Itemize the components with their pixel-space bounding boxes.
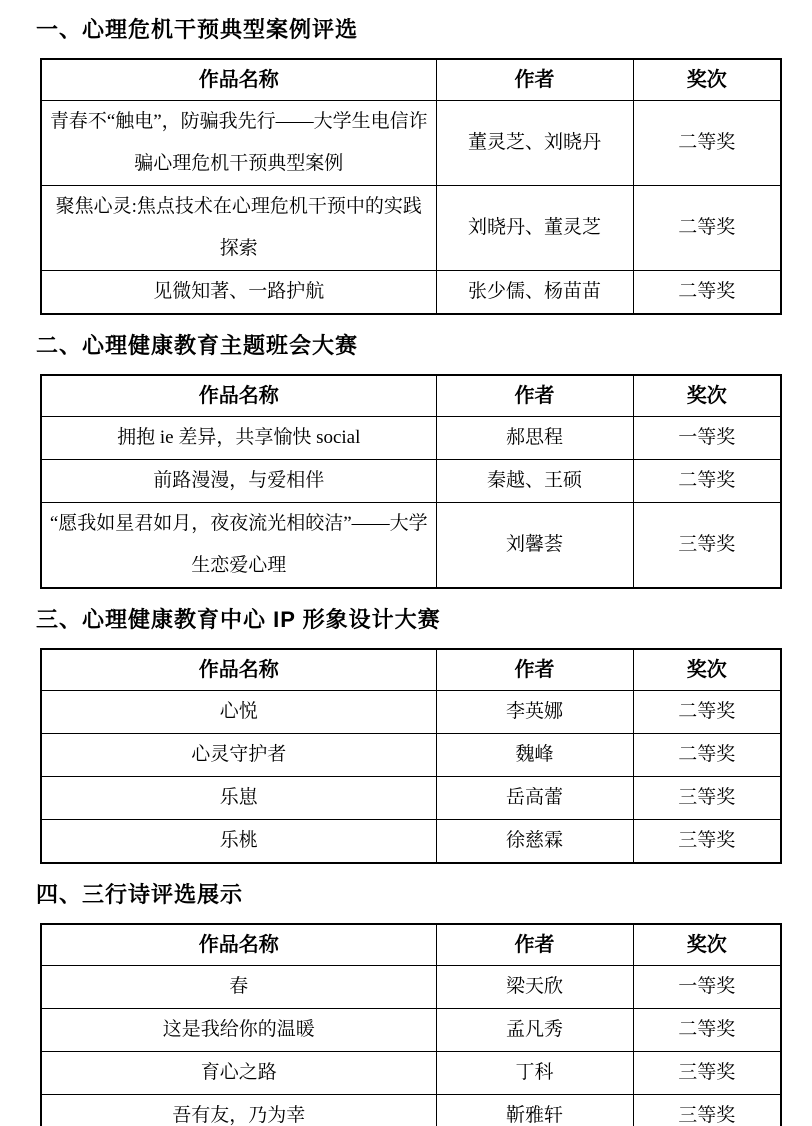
work-award: 二等奖: [633, 186, 781, 271]
table-row: [41, 820, 781, 864]
work-award: 二等奖: [633, 271, 781, 315]
column-header-author: 作者: [436, 375, 633, 417]
table-header-row: [41, 649, 781, 691]
work-title: 前路漫漫，与爱相伴: [41, 460, 436, 503]
work-author: 岳高蕾: [436, 777, 633, 820]
work-award: 二等奖: [633, 460, 781, 503]
work-author: 孟凡秀: [436, 1009, 633, 1052]
work-award: 二等奖: [633, 101, 781, 186]
work-title: 心悦: [41, 691, 436, 734]
work-award: 二等奖: [633, 1009, 781, 1052]
work-author: 刘馨荟: [436, 503, 633, 589]
work-author: 徐慈霖: [436, 820, 633, 864]
column-header-award: 奖次: [633, 649, 781, 691]
table-row: [41, 460, 781, 503]
table-row: [41, 271, 781, 315]
column-header-award: 奖次: [633, 375, 781, 417]
table-header-row: [41, 375, 781, 417]
work-title: 这是我给你的温暖: [41, 1009, 436, 1052]
table-row: [41, 101, 781, 186]
table-row: [41, 503, 781, 589]
work-title: 乐崽: [41, 777, 436, 820]
table-row: [41, 966, 781, 1009]
work-title: 拥抱 ie 差异，共享愉快 social: [41, 417, 436, 460]
work-award: 三等奖: [633, 503, 781, 589]
work-award: 二等奖: [633, 734, 781, 777]
awards-table-3: [40, 648, 782, 864]
work-title: 育心之路: [41, 1052, 436, 1095]
section-heading-4: 四、三行诗评选展示: [36, 882, 244, 907]
awards-table-2: [40, 374, 782, 589]
work-author: 魏峰: [436, 734, 633, 777]
section-heading-2: 二、心理健康教育主题班会大赛: [36, 333, 359, 358]
work-title: 见微知著、一路护航: [41, 271, 436, 315]
section-heading-1: 一、心理危机干预典型案例评选: [36, 17, 359, 42]
table-row: [41, 1009, 781, 1052]
column-header-title: 作品名称: [41, 924, 436, 966]
work-title: 吾有友，乃为幸: [41, 1095, 436, 1126]
work-award: 三等奖: [633, 777, 781, 820]
work-title: 聚焦心灵:焦点技术在心理危机干预中的实践探索: [41, 186, 436, 271]
work-author: 郝思程: [436, 417, 633, 460]
work-award: 一等奖: [633, 966, 781, 1009]
work-award: 三等奖: [633, 820, 781, 864]
table-row: [41, 777, 781, 820]
awards-table-4: [40, 923, 782, 1126]
work-title: 春: [41, 966, 436, 1009]
column-header-title: 作品名称: [41, 59, 436, 101]
work-author: 靳雅轩: [436, 1095, 633, 1126]
section-heading-3: 三、心理健康教育中心 IP 形象设计大赛: [36, 607, 441, 632]
work-title: 乐桃: [41, 820, 436, 864]
work-author: 张少儒、杨苗苗: [436, 271, 633, 315]
work-author: 梁天欣: [436, 966, 633, 1009]
table-row: [41, 417, 781, 460]
table-header-row: [41, 59, 781, 101]
column-header-title: 作品名称: [41, 375, 436, 417]
work-award: 三等奖: [633, 1095, 781, 1126]
work-author: 丁科: [436, 1052, 633, 1095]
work-author: 秦越、王硕: [436, 460, 633, 503]
work-title: “愿我如星君如月，夜夜流光相皎洁”——大学生恋爱心理: [41, 503, 436, 589]
column-header-author: 作者: [436, 59, 633, 101]
work-title: 青春不“触电”，防骗我先行——大学生电信诈骗心理危机干预典型案例: [41, 101, 436, 186]
table-row: [41, 1052, 781, 1095]
column-header-author: 作者: [436, 649, 633, 691]
awards-table-1: [40, 58, 782, 315]
table-row: [41, 691, 781, 734]
work-award: 二等奖: [633, 691, 781, 734]
work-author: 李英娜: [436, 691, 633, 734]
work-award: 一等奖: [633, 417, 781, 460]
column-header-award: 奖次: [633, 59, 781, 101]
work-award: 三等奖: [633, 1052, 781, 1095]
column-header-title: 作品名称: [41, 649, 436, 691]
work-title: 心灵守护者: [41, 734, 436, 777]
table-row: [41, 186, 781, 271]
table-row: [41, 1095, 781, 1126]
work-author: 刘晓丹、董灵芝: [436, 186, 633, 271]
column-header-author: 作者: [436, 924, 633, 966]
table-row: [41, 734, 781, 777]
work-author: 董灵芝、刘晓丹: [436, 101, 633, 186]
table-header-row: [41, 924, 781, 966]
column-header-award: 奖次: [633, 924, 781, 966]
